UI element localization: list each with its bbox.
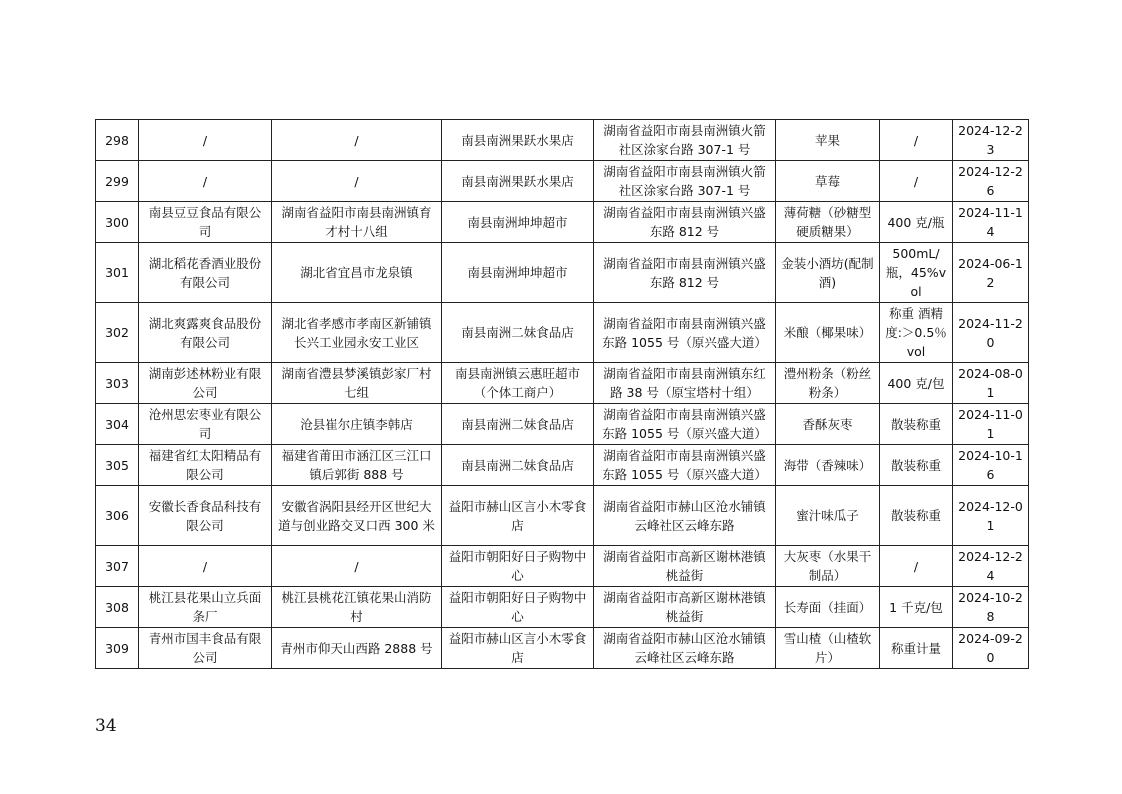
cell-producer: / xyxy=(139,120,272,161)
cell-date: 2024-11-01 xyxy=(953,404,1029,445)
cell-producer: 福建省红太阳精品有限公司 xyxy=(139,445,272,486)
cell-product: 香酥灰枣 xyxy=(776,404,880,445)
cell-product: 大灰枣（水果干制品） xyxy=(776,546,880,587)
cell-product: 苹果 xyxy=(776,120,880,161)
cell-spec: 500mL/瓶，45%vol xyxy=(880,243,953,303)
cell-seller-addr: 湖南省益阳市赫山区沧水铺镇云峰社区云峰东路 xyxy=(594,486,776,546)
cell-seller-addr: 湖南省益阳市南县南洲镇兴盛东路 1055 号（原兴盛大道） xyxy=(594,303,776,363)
cell-producer: / xyxy=(139,546,272,587)
cell-product: 雪山楂（山楂软片） xyxy=(776,628,880,669)
cell-producer-addr: / xyxy=(272,120,442,161)
cell-seller: 南县南洲坤坤超市 xyxy=(442,243,594,303)
cell-date: 2024-12-23 xyxy=(953,120,1029,161)
cell-spec: 400 克/瓶 xyxy=(880,202,953,243)
table-row xyxy=(96,445,1029,486)
page-number: 34 xyxy=(95,716,117,736)
table-row xyxy=(96,486,1029,546)
cell-no: 298 xyxy=(96,120,139,161)
cell-product: 金装小酒坊(配制酒) xyxy=(776,243,880,303)
cell-seller: 益阳市赫山区言小木零食店 xyxy=(442,628,594,669)
cell-product: 草莓 xyxy=(776,161,880,202)
cell-product: 蜜汁味瓜子 xyxy=(776,486,880,546)
cell-producer-addr: 沧县崔尔庄镇李韩店 xyxy=(272,404,442,445)
table-row xyxy=(96,546,1029,587)
cell-producer-addr: 桃江县桃花江镇花果山消防村 xyxy=(272,587,442,628)
cell-no: 307 xyxy=(96,546,139,587)
cell-seller: 南县南洲果跃水果店 xyxy=(442,161,594,202)
cell-no: 308 xyxy=(96,587,139,628)
cell-producer-addr: 湖北省宜昌市龙泉镇 xyxy=(272,243,442,303)
cell-producer: 湖南彭述林粉业有限公司 xyxy=(139,363,272,404)
cell-product: 海带（香辣味） xyxy=(776,445,880,486)
table-row xyxy=(96,363,1029,404)
cell-date: 2024-11-20 xyxy=(953,303,1029,363)
cell-date: 2024-06-12 xyxy=(953,243,1029,303)
cell-seller-addr: 湖南省益阳市南县南洲镇兴盛东路 812 号 xyxy=(594,202,776,243)
cell-seller: 南县南洲果跃水果店 xyxy=(442,120,594,161)
cell-spec: 散装称重 xyxy=(880,404,953,445)
cell-spec: / xyxy=(880,546,953,587)
cell-seller-addr: 湖南省益阳市高新区谢林港镇桃益街 xyxy=(594,587,776,628)
cell-spec: 400 克/包 xyxy=(880,363,953,404)
cell-seller: 南县南洲坤坤超市 xyxy=(442,202,594,243)
cell-seller-addr: 湖南省益阳市南县南洲镇火箭社区涂家台路 307-1 号 xyxy=(594,161,776,202)
cell-no: 309 xyxy=(96,628,139,669)
cell-no: 305 xyxy=(96,445,139,486)
cell-seller: 南县南洲二妹食品店 xyxy=(442,303,594,363)
cell-seller: 益阳市朝阳好日子购物中心 xyxy=(442,587,594,628)
cell-no: 301 xyxy=(96,243,139,303)
cell-seller: 南县南洲二妹食品店 xyxy=(442,404,594,445)
cell-seller-addr: 湖南省益阳市高新区谢林港镇桃益街 xyxy=(594,546,776,587)
cell-date: 2024-10-16 xyxy=(953,445,1029,486)
cell-date: 2024-12-01 xyxy=(953,486,1029,546)
cell-producer-addr: 福建省莆田市涵江区三江口镇后郭街 888 号 xyxy=(272,445,442,486)
table-row xyxy=(96,161,1029,202)
cell-producer: 湖北爽露爽食品股份有限公司 xyxy=(139,303,272,363)
cell-producer: 安徽长香食品科技有限公司 xyxy=(139,486,272,546)
table-row xyxy=(96,628,1029,669)
cell-date: 2024-08-01 xyxy=(953,363,1029,404)
cell-seller: 益阳市赫山区言小木零食店 xyxy=(442,486,594,546)
cell-producer-addr: / xyxy=(272,161,442,202)
cell-seller-addr: 湖南省益阳市南县南洲镇东红路 38 号（原宝塔村十组） xyxy=(594,363,776,404)
cell-producer-addr: 青州市仰天山西路 2888 号 xyxy=(272,628,442,669)
cell-date: 2024-12-24 xyxy=(953,546,1029,587)
cell-no: 303 xyxy=(96,363,139,404)
cell-date: 2024-11-14 xyxy=(953,202,1029,243)
cell-producer: 南县豆豆食品有限公司 xyxy=(139,202,272,243)
cell-date: 2024-09-20 xyxy=(953,628,1029,669)
cell-spec: 散装称重 xyxy=(880,445,953,486)
cell-no: 300 xyxy=(96,202,139,243)
cell-seller: 益阳市朝阳好日子购物中心 xyxy=(442,546,594,587)
sampling-results-table xyxy=(95,119,1029,669)
cell-spec: 散装称重 xyxy=(880,486,953,546)
table-row xyxy=(96,243,1029,303)
cell-no: 302 xyxy=(96,303,139,363)
cell-no: 304 xyxy=(96,404,139,445)
cell-no: 306 xyxy=(96,486,139,546)
cell-seller-addr: 湖南省益阳市南县南洲镇兴盛东路 1055 号（原兴盛大道） xyxy=(594,445,776,486)
cell-date: 2024-10-28 xyxy=(953,587,1029,628)
table-row xyxy=(96,587,1029,628)
cell-producer-addr: 安徽省涡阳县经开区世纪大道与创业路交叉口西 300 米 xyxy=(272,486,442,546)
table-row xyxy=(96,120,1029,161)
cell-spec: 称重 酒精度:＞0.5％vol xyxy=(880,303,953,363)
cell-seller-addr: 湖南省益阳市赫山区沧水铺镇云峰社区云峰东路 xyxy=(594,628,776,669)
cell-spec: 称重计量 xyxy=(880,628,953,669)
cell-product: 薄荷糖（砂糖型硬质糖果） xyxy=(776,202,880,243)
cell-producer-addr: 湖北省孝感市孝南区新铺镇长兴工业园永安工业区 xyxy=(272,303,442,363)
cell-spec: 1 千克/包 xyxy=(880,587,953,628)
cell-producer-addr: / xyxy=(272,546,442,587)
table-row xyxy=(96,404,1029,445)
cell-product: 长寿面（挂面） xyxy=(776,587,880,628)
cell-seller: 南县南洲二妹食品店 xyxy=(442,445,594,486)
table-row xyxy=(96,303,1029,363)
cell-producer: 沧州思宏枣业有限公司 xyxy=(139,404,272,445)
cell-no: 299 xyxy=(96,161,139,202)
cell-seller-addr: 湖南省益阳市南县南洲镇火箭社区涂家台路 307-1 号 xyxy=(594,120,776,161)
cell-product: 米酿（椰果味） xyxy=(776,303,880,363)
cell-product: 澧州粉条（粉丝粉条） xyxy=(776,363,880,404)
cell-seller-addr: 湖南省益阳市南县南洲镇兴盛东路 1055 号（原兴盛大道） xyxy=(594,404,776,445)
cell-producer: 湖北稻花香酒业股份有限公司 xyxy=(139,243,272,303)
cell-producer-addr: 湖南省益阳市南县南洲镇育才村十八组 xyxy=(272,202,442,243)
cell-spec: / xyxy=(880,120,953,161)
cell-seller-addr: 湖南省益阳市南县南洲镇兴盛东路 812 号 xyxy=(594,243,776,303)
cell-producer: / xyxy=(139,161,272,202)
cell-producer-addr: 湖南省澧县梦溪镇彭家厂村七组 xyxy=(272,363,442,404)
cell-date: 2024-12-26 xyxy=(953,161,1029,202)
table-row xyxy=(96,202,1029,243)
cell-producer: 青州市国丰食品有限公司 xyxy=(139,628,272,669)
cell-producer: 桃江县花果山立兵面条厂 xyxy=(139,587,272,628)
cell-spec: / xyxy=(880,161,953,202)
cell-seller: 南县南洲镇云惠旺超市（个体工商户） xyxy=(442,363,594,404)
